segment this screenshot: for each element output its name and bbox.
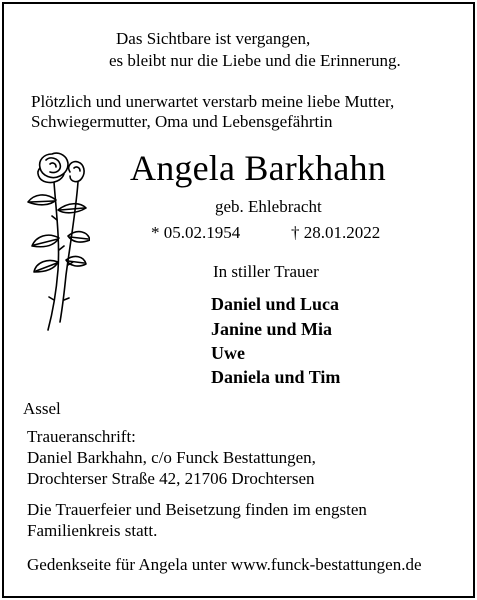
mourning-intro: In stiller Trauer <box>213 262 319 281</box>
mourner-name: Daniel und Luca <box>211 294 340 314</box>
birth-date: * 05.02.1954 <box>151 223 241 242</box>
mourner-name: Janine und Mia <box>211 319 333 339</box>
death-date: † 28.01.2022 <box>291 223 381 242</box>
funeral-line-1: Die Trauerfeier und Beisetzung finden im engsten <box>27 500 367 519</box>
quote-line-1: Das Sichtbare ist vergangen, <box>116 29 311 48</box>
funeral-line-2: Familienkreis statt. <box>27 521 158 540</box>
deceased-name: Angela Barkhahn <box>130 148 386 188</box>
announcement-line-1: Plötzlich und unerwartet verstarb meine liebe Mutter, <box>31 92 395 111</box>
rose-icon <box>24 150 90 336</box>
address-line-1: Daniel Barkhahn, c/o Funck Bestattungen, <box>27 448 316 467</box>
quote-line-2: es bleibt nur die Liebe und die Erinnerung. <box>109 51 401 70</box>
maiden-name: geb. Ehlebracht <box>215 197 322 216</box>
address-label: Traueranschrift: <box>27 427 136 446</box>
memorial-website: Gedenkseite für Angela unter www.funck-bestattungen.de <box>27 555 422 574</box>
mourner-name: Daniela und Tim <box>211 367 341 387</box>
mourner-name: Uwe <box>211 343 245 363</box>
announcement-line-2: Schwiegermutter, Oma und Lebensgefährtin <box>31 112 333 131</box>
address-line-2: Drochterser Straße 42, 21706 Drochtersen <box>27 469 315 488</box>
place: Assel <box>23 399 61 418</box>
